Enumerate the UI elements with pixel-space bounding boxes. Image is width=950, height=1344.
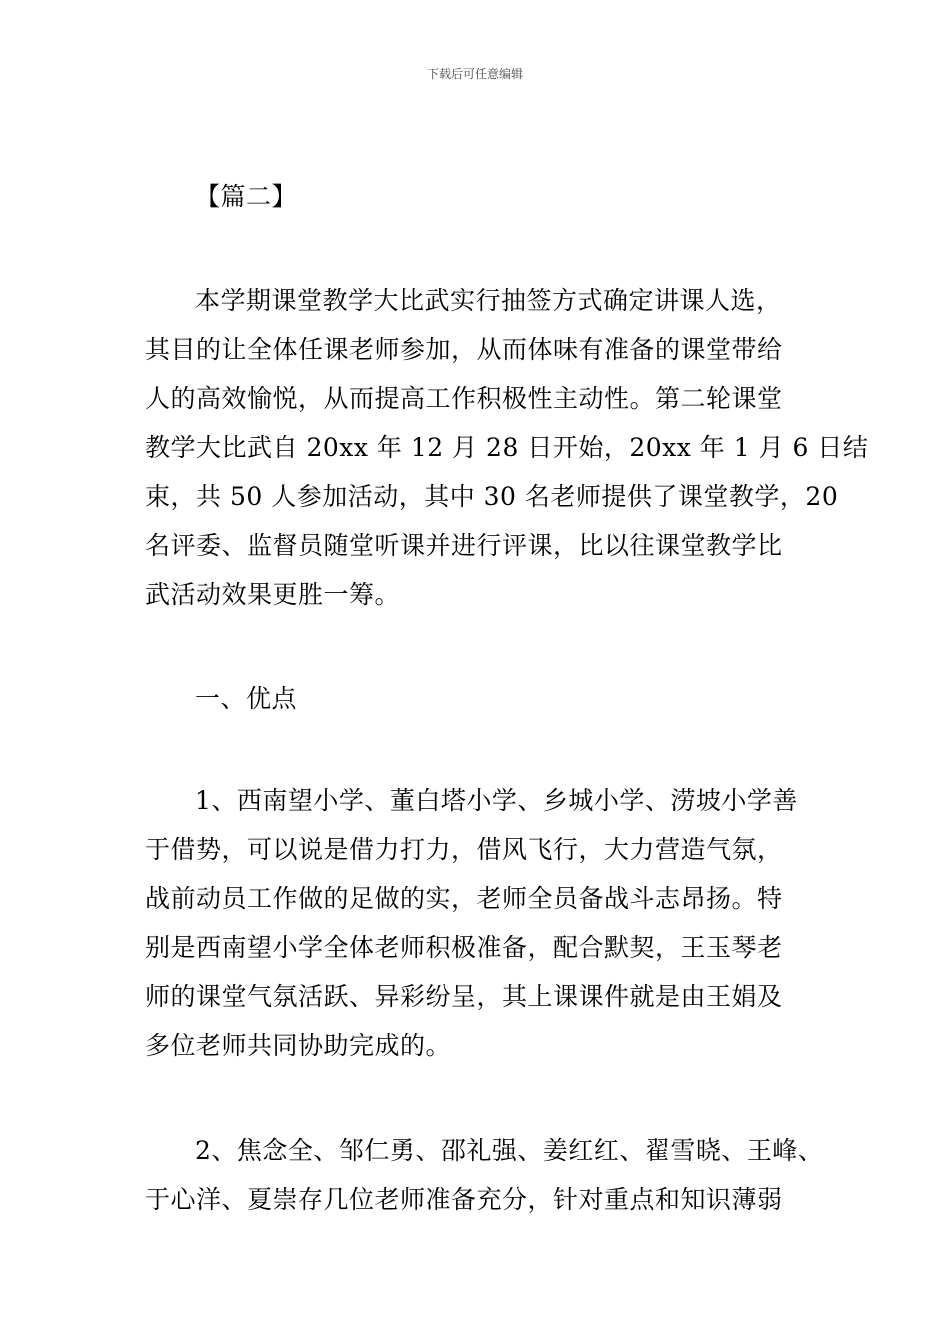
point-2-line-1: 2、焦念全、邹仁勇、邵礼强、姜红红、翟雪晓、王峰、 — [195, 1136, 824, 1165]
point-1-paragraph — [145, 776, 825, 1070]
page-header-note: 下载后可任意编辑 — [426, 67, 523, 81]
point-1-line-1: 1、西南望小学、董白塔小学、乡城小学、涝坡小学善 — [195, 786, 798, 815]
point-2-paragraph — [145, 1126, 825, 1224]
section-title — [195, 172, 875, 221]
intro-line-5: 束，共 50 人参加活动，其中 30 名老师提供了课堂教学，20 — [145, 482, 839, 511]
intro-line-6: 名评委、监督员随堂听课并进行评课，比以往课堂教学比 — [145, 531, 783, 560]
point-1-line-6: 多位老师共同协助完成的。 — [145, 1031, 452, 1060]
intro-line-1: 本学期课堂教学大比武实行抽签方式确定讲课人选， — [195, 286, 782, 315]
point-1-line-4: 别是西南望小学全体老师积极准备，配合默契，王玉琴老 — [145, 933, 783, 962]
point-1-line-2: 于借势，可以说是借力打力，借风飞行，大力营造气氛， — [145, 835, 783, 864]
section-title-text: 【篇二】 — [195, 182, 298, 211]
point-1-line-5: 师的课堂气氛活跃、异彩纷呈，其上课课件就是由王娟及 — [145, 982, 783, 1011]
heading-advantages — [195, 674, 875, 723]
intro-paragraph — [145, 276, 869, 619]
intro-line-4: 教学大比武自 20xx 年 12 月 28 日开始，20xx 年 1 月 6 日结 — [145, 433, 869, 462]
point-2-line-2: 于心洋、夏崇存几位老师准备充分，针对重点和知识薄弱 — [145, 1185, 783, 1214]
intro-line-3: 人的高效愉悦，从而提高工作积极性主动性。第二轮课堂 — [145, 384, 783, 413]
point-1-line-3: 战前动员工作做的足做的实，老师全员备战斗志昂扬。特 — [145, 884, 783, 913]
intro-line-7: 武活动效果更胜一筹。 — [145, 580, 401, 609]
heading-advantages-text: 一、优点 — [195, 684, 298, 713]
intro-line-2: 其目的让全体任课老师参加，从而体味有准备的课堂带给 — [145, 335, 783, 364]
